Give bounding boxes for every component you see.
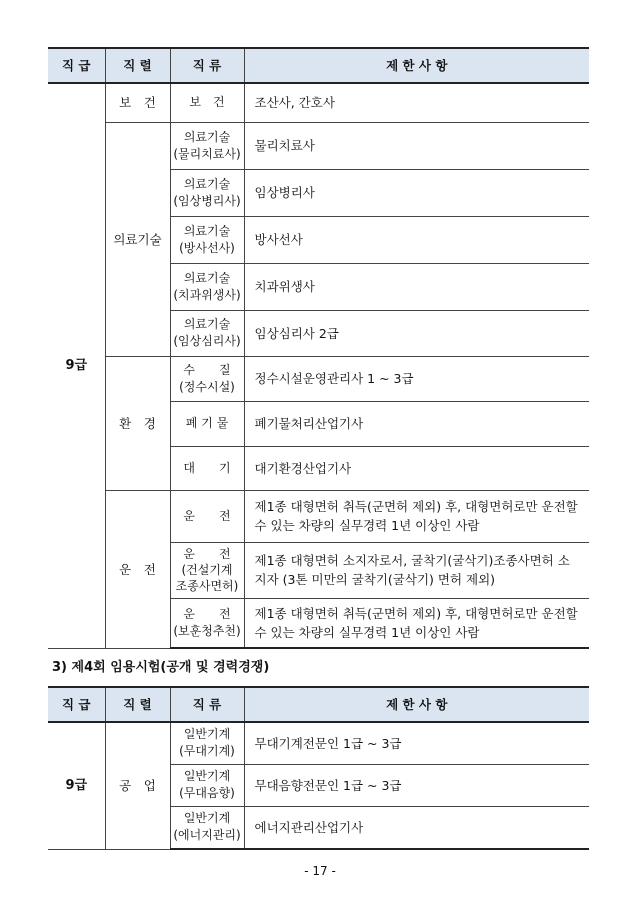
class-cell: 의료기술 (임상심리사) [170,310,244,356]
restriction-cell: 조산사, 간호사 [244,83,589,122]
class-cell: 의료기술 (방사선사) [170,216,244,263]
restriction-cell: 제1종 대형면허 소지자로서, 굴착기(굴삭기)조종사면허 소지자 (3톤 미만의 굴착기(굴삭기) 면허 제외) [244,542,589,598]
restriction-cell: 무대음향전문인 1급 ~ 3급 [244,764,589,806]
restriction-table-2 [48,686,589,850]
class-cell: 보 건 [170,83,244,122]
table-row [48,83,589,122]
restriction-cell: 제1종 대형면허 취득(군면허 제외) 후, 대형면허로만 운전할 수 있는 차량의 실무경력 1년 이상인 사람 [244,490,589,542]
class-cell: 폐 기 물 [170,401,244,446]
table-row [48,122,589,169]
class-cell: 의료기술 (임상병리사) [170,169,244,216]
class-cell: 의료기술 (물리치료사) [170,122,244,169]
restriction-cell: 에너지관리산업기사 [244,806,589,849]
table-row [48,722,589,764]
class-cell: 대 기 [170,446,244,490]
class-cell: 일반기계 (무대기계) [170,722,244,764]
header-restriction: 제 한 사 항 [244,48,589,83]
series-cell: 공 업 [105,722,170,849]
restriction-cell: 치과위생사 [244,263,589,310]
page-number: - 17 - [304,864,336,878]
restriction-cell: 임상병리사 [244,169,589,216]
restriction-cell: 대기환경산업기사 [244,446,589,490]
restriction-cell: 임상심리사 2급 [244,310,589,356]
class-cell: 운 전 (건설기계 조종사면허) [170,542,244,598]
class-cell: 일반기계 (무대음향) [170,764,244,806]
header-class: 직 류 [170,48,244,83]
restriction-cell: 물리치료사 [244,122,589,169]
section-heading: 3) 제4회 임용시험(공개 및 경력경쟁) [52,660,270,675]
series-cell: 운 전 [105,490,170,648]
header-series: 직 렬 [105,48,170,83]
header-grade: 직 급 [48,48,105,83]
class-cell: 수 질 (정수시설) [170,356,244,401]
restriction-cell: 방사선사 [244,216,589,263]
restriction-cell: 폐기물처리산업기사 [244,401,589,446]
header-row [48,687,589,722]
restriction-cell: 정수시설운영관리사 1 ~ 3급 [244,356,589,401]
series-cell: 환 경 [105,356,170,490]
grade-cell: 9급 [48,722,105,849]
class-cell: 운 전 (보훈청추천) [170,598,244,648]
header-grade: 직 급 [48,687,105,722]
class-cell: 일반기계 (에너지관리) [170,806,244,849]
restriction-cell: 제1종 대형면허 취득(군면허 제외) 후, 대형면허로만 운전할 수 있는 차량의 실무경력 1년 이상인 사람 [244,598,589,648]
series-cell: 의료기술 [105,122,170,356]
restriction-cell: 무대기계전문인 1급 ~ 3급 [244,722,589,764]
restriction-table-1 [48,47,589,649]
header-row [48,48,589,83]
header-series: 직 렬 [105,687,170,722]
series-cell: 보 건 [105,83,170,122]
grade-cell: 9급 [48,83,105,648]
class-cell: 의료기술 (치과위생사) [170,263,244,310]
header-class: 직 류 [170,687,244,722]
header-restriction: 제 한 사 항 [244,687,589,722]
class-cell: 운 전 [170,490,244,542]
table-row [48,490,589,542]
table-row [48,356,589,401]
